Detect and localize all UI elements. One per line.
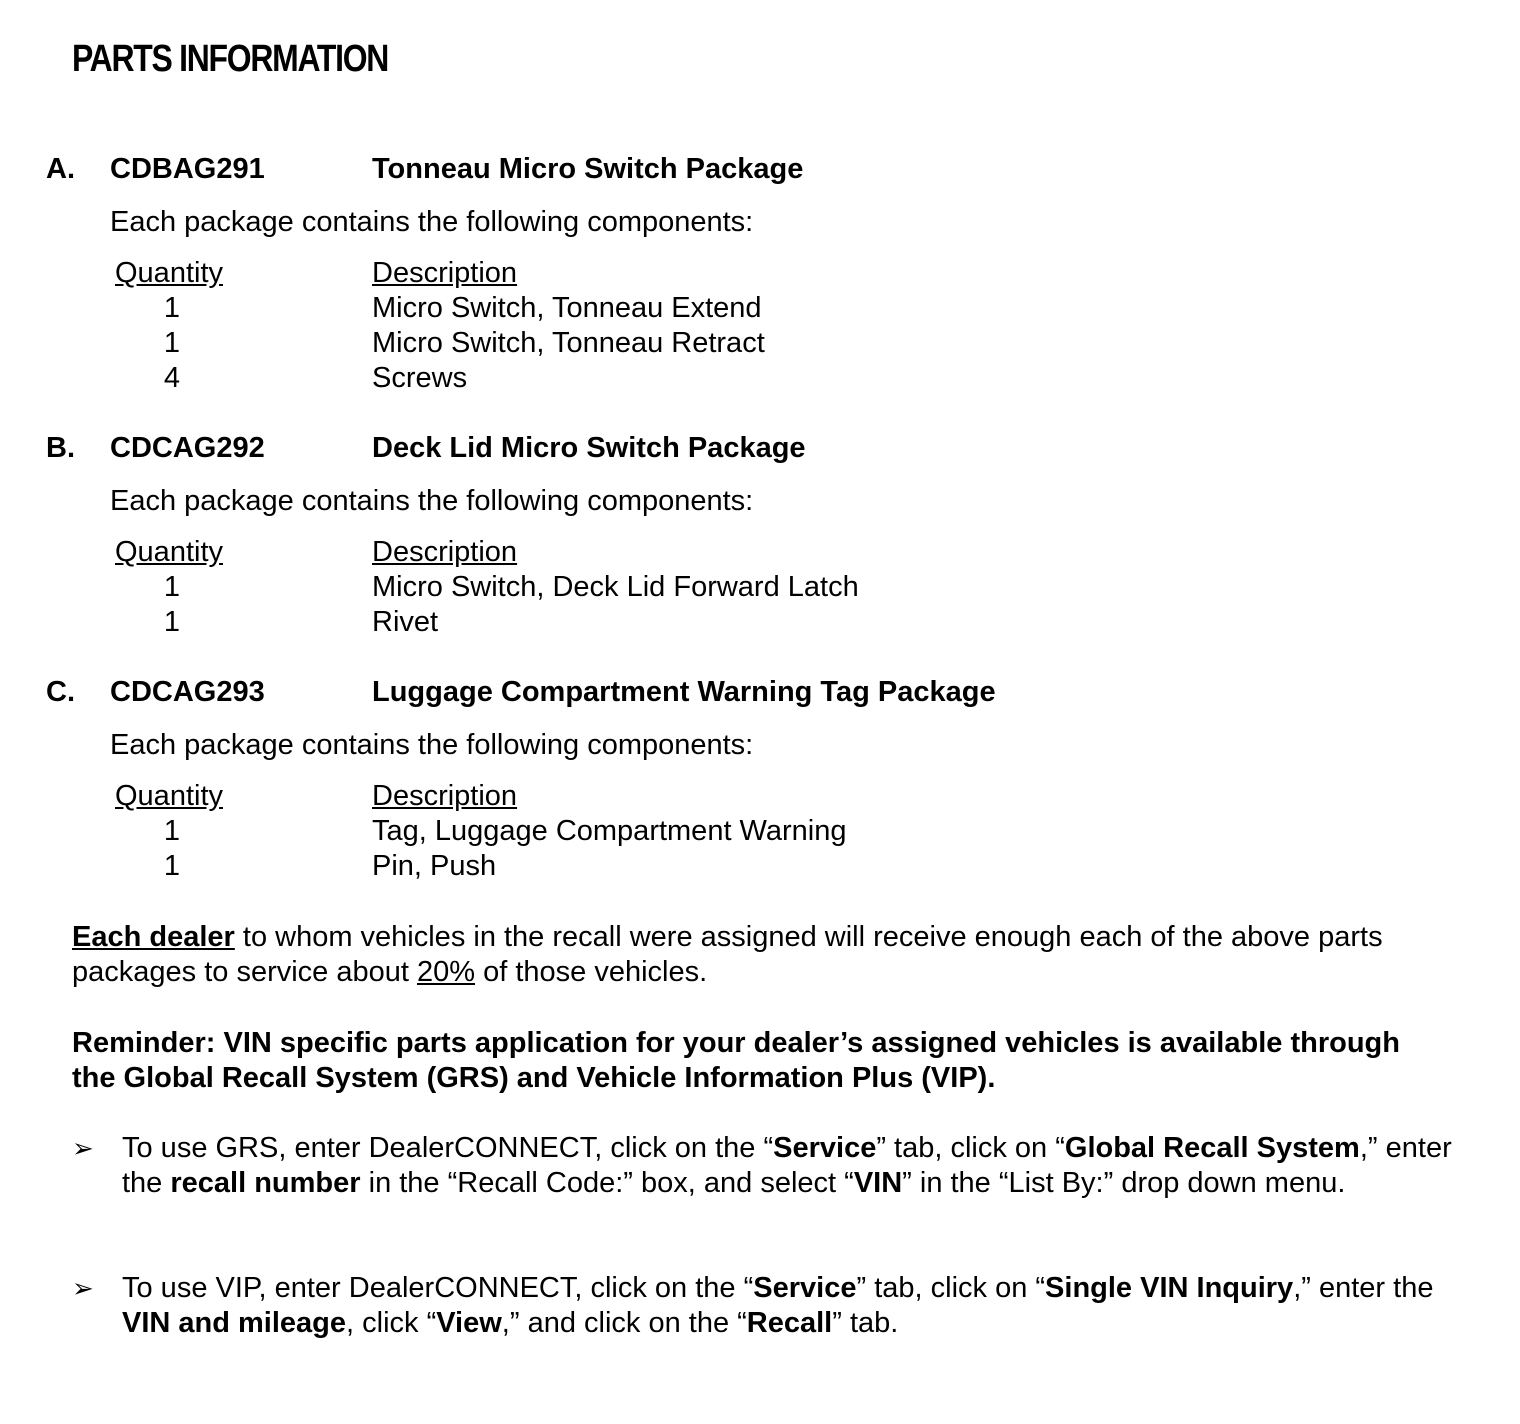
- item-description: Screws: [372, 362, 468, 394]
- text-segment: To use VIP, enter DealerCONNECT, click on the “: [122, 1272, 754, 1304]
- dealer-note-percent: 20%: [416, 956, 476, 988]
- item-quantity: 1: [163, 571, 181, 603]
- bold-text-segment: VIN and mileage: [122, 1307, 347, 1339]
- text-segment: ,” enter the: [122, 1132, 1452, 1199]
- dealer-note-middle: to whom vehicles in the recall were assigned will receive enough each of the above parts packages to service about: [72, 921, 1383, 988]
- dealer-note-lead: Each dealer: [72, 921, 235, 953]
- package-name: Tonneau Micro Switch Package: [372, 153, 804, 185]
- bold-text-segment: Global Recall System: [1064, 1132, 1360, 1164]
- package-letter: C.: [46, 676, 75, 708]
- grs-instructions: [122, 1131, 1482, 1201]
- item-quantity: 1: [163, 815, 181, 847]
- description-header: Description: [372, 536, 518, 568]
- reminder-note: Reminder: VIN specific parts application for your dealer’s assigned vehicles is available through the Global Recall System (GRS) and Vehicle Information Plus (VIP).: [72, 1027, 1400, 1094]
- quantity-header: Quantity: [115, 780, 223, 812]
- package-intro: Each package contains the following components:: [110, 485, 754, 517]
- item-quantity: 1: [163, 850, 181, 882]
- text-segment: ” tab, click on “: [856, 1272, 1046, 1304]
- package-name: Luggage Compartment Warning Tag Package: [372, 676, 996, 708]
- package-code: CDBAG291: [110, 153, 265, 185]
- text-segment: , click “: [346, 1307, 437, 1339]
- package-letter: A.: [46, 153, 75, 185]
- text-segment: ” tab.: [832, 1307, 899, 1339]
- bold-text-segment: Service: [773, 1132, 877, 1164]
- quantity-header: Quantity: [115, 257, 223, 289]
- text-segment: ” in the “List By:” drop down menu.: [902, 1167, 1346, 1199]
- bold-text-segment: View: [436, 1307, 502, 1339]
- text-segment: ,” and click on the “: [501, 1307, 747, 1339]
- vip-instructions: [122, 1271, 1482, 1341]
- package-code: CDCAG292: [110, 432, 265, 464]
- item-description: Rivet: [372, 606, 439, 638]
- item-description: Micro Switch, Tonneau Retract: [372, 327, 765, 359]
- description-header: Description: [372, 257, 518, 289]
- dealer-note-end: of those vehicles.: [475, 956, 708, 988]
- package-name: Deck Lid Micro Switch Package: [372, 432, 806, 464]
- description-header: Description: [372, 780, 518, 812]
- bold-text-segment: Recall: [746, 1307, 833, 1339]
- item-description: Tag, Luggage Compartment Warning: [372, 815, 847, 847]
- package-letter: B.: [46, 432, 75, 464]
- item-description: Pin, Push: [372, 850, 497, 882]
- text-segment: in the “Recall Code:” box, and select “: [360, 1167, 854, 1199]
- bold-text-segment: recall number: [170, 1167, 361, 1199]
- text-segment: ,” enter the: [1293, 1272, 1434, 1304]
- item-quantity: 1: [163, 327, 181, 359]
- package-intro: Each package contains the following components:: [110, 729, 754, 761]
- bold-text-segment: Service: [753, 1272, 857, 1304]
- item-quantity: 1: [163, 292, 181, 324]
- package-code: CDCAG293: [110, 676, 265, 708]
- item-description: Micro Switch, Deck Lid Forward Latch: [372, 571, 859, 603]
- quantity-header: Quantity: [115, 536, 223, 568]
- bullet-arrow-icon: ➢: [72, 1273, 94, 1303]
- bold-text-segment: VIN: [853, 1167, 903, 1199]
- page-title: PARTS INFORMATION: [72, 38, 389, 80]
- item-description: Micro Switch, Tonneau Extend: [372, 292, 762, 324]
- text-segment: To use GRS, enter DealerCONNECT, click on the “: [122, 1132, 774, 1164]
- bullet-arrow-icon: ➢: [72, 1133, 94, 1163]
- bold-text-segment: Single VIN Inquiry: [1045, 1272, 1294, 1304]
- dealer-note: [72, 920, 1472, 990]
- package-intro: Each package contains the following components:: [110, 206, 754, 238]
- text-segment: ” tab, click on “: [876, 1132, 1065, 1164]
- item-quantity: 4: [163, 362, 181, 394]
- item-quantity: 1: [163, 606, 181, 638]
